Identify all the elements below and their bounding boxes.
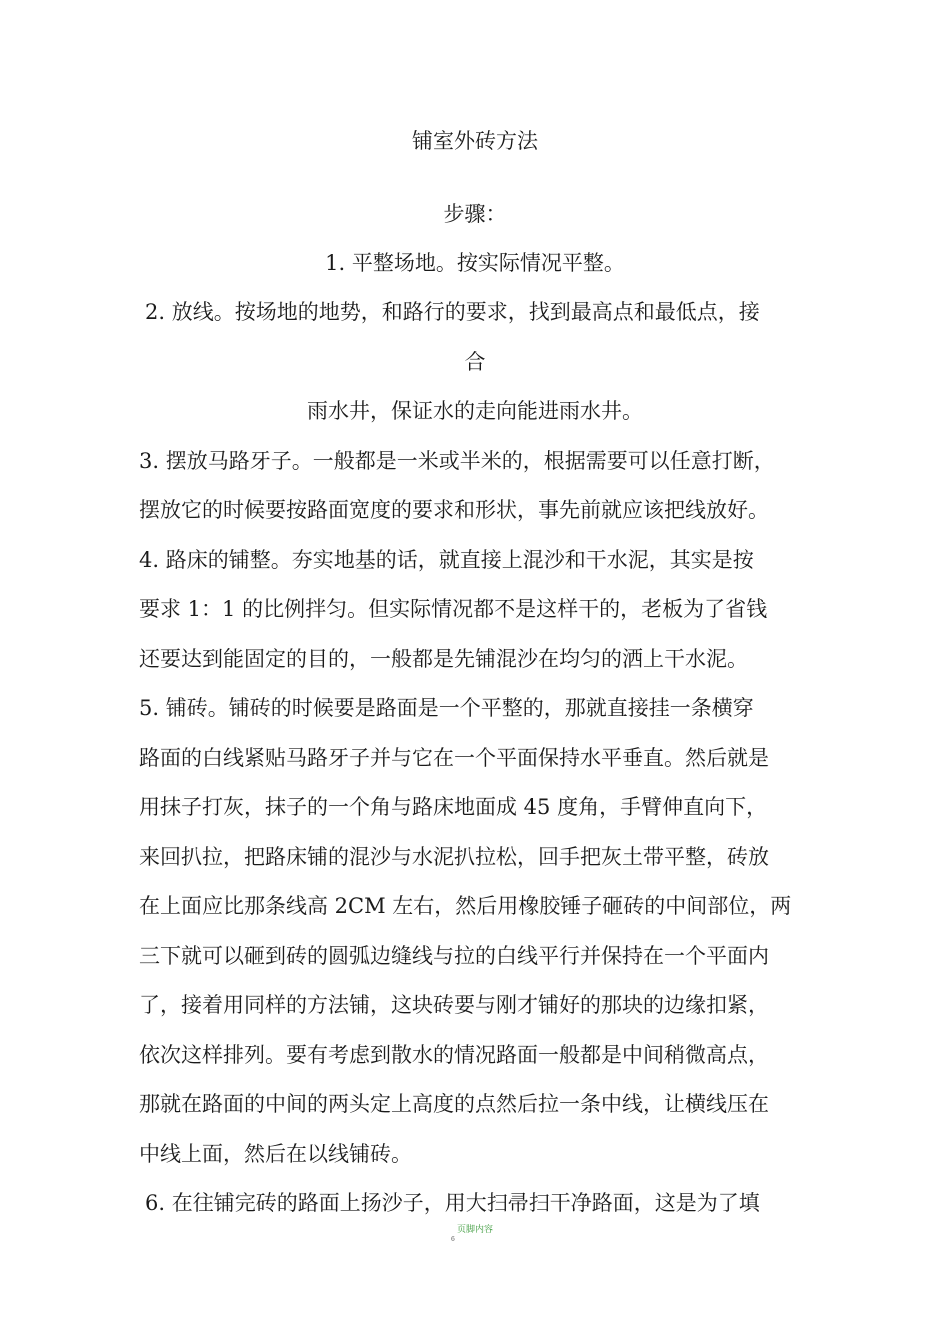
paragraph-line: 要求 1：1 的比例拌匀。但实际情况都不是这样干的，老板为了省钱 xyxy=(139,597,768,621)
paragraph-line: 1. 平整场地。按实际情况平整。 xyxy=(325,251,625,275)
paragraph-line: 雨水井，保证水的走向能进雨水井。 xyxy=(307,399,643,423)
paragraph-line: 路面的白线紧贴马路牙子并与它在一个平面保持水平垂直。然后就是 xyxy=(139,746,769,770)
paragraph-line: 那就在路面的中间的两头定上高度的点然后拉一条中线，让横线压在 xyxy=(139,1092,769,1116)
paragraph-line: 2. 放线。按场地的地势，和路行的要求，找到最高点和最低点，接 xyxy=(145,300,760,324)
paragraph-line: 摆放它的时候要按路面宽度的要求和形状，事先前就应该把线放好。 xyxy=(139,498,769,522)
paragraph-line: 3. 摆放马路牙子。一般都是一米或半米的，根据需要可以任意打断， xyxy=(139,449,775,473)
paragraph-line: 了，接着用同样的方法铺，这块砖要与刚才铺好的那块的边缘扣紧， xyxy=(139,993,769,1017)
paragraph-line: 5. 铺砖。铺砖的时候要是路面是一个平整的，那就直接挂一条横穿 xyxy=(139,696,754,720)
paragraph-line: 还要达到能固定的目的，一般都是先铺混沙在均匀的洒上干水泥。 xyxy=(139,647,748,671)
steps-heading: 步骤： xyxy=(443,202,507,226)
document-title: 铺室外砖方法 xyxy=(412,129,538,153)
paragraph-line: 中线上面，然后在以线铺砖。 xyxy=(139,1142,412,1166)
paragraph-line: 依次这样排列。要有考虑到散水的情况路面一般都是中间稍微高点， xyxy=(139,1043,769,1067)
paragraph-line: 6. 在往铺完砖的路面上扬沙子，用大扫帚扫干净路面，这是为了填 xyxy=(145,1191,760,1215)
paragraph-line: 三下就可以砸到砖的圆弧边缝线与拉的白线平行并保持在一个平面内 xyxy=(139,944,769,968)
page-footer: 页脚内容 xyxy=(456,1225,493,1235)
paragraph-line: 来回扒拉，把路床铺的混沙与水泥扒拉松，回手把灰土带平整，砖放 xyxy=(139,845,769,869)
paragraph-line: 用抹子打灰，抹子的一个角与路床地面成 45 度角，手臂伸直向下， xyxy=(139,795,768,819)
paragraph-line: 合 xyxy=(464,350,486,374)
paragraph-line: 4. 路床的铺整。夯实地基的话，就直接上混沙和干水泥，其实是按 xyxy=(139,548,754,572)
paragraph-line: 在上面应比那条线高 2CM 左右，然后用橡胶锤子砸砖的中间部位，两 xyxy=(139,894,792,918)
page-number: 6 xyxy=(451,1236,455,1243)
